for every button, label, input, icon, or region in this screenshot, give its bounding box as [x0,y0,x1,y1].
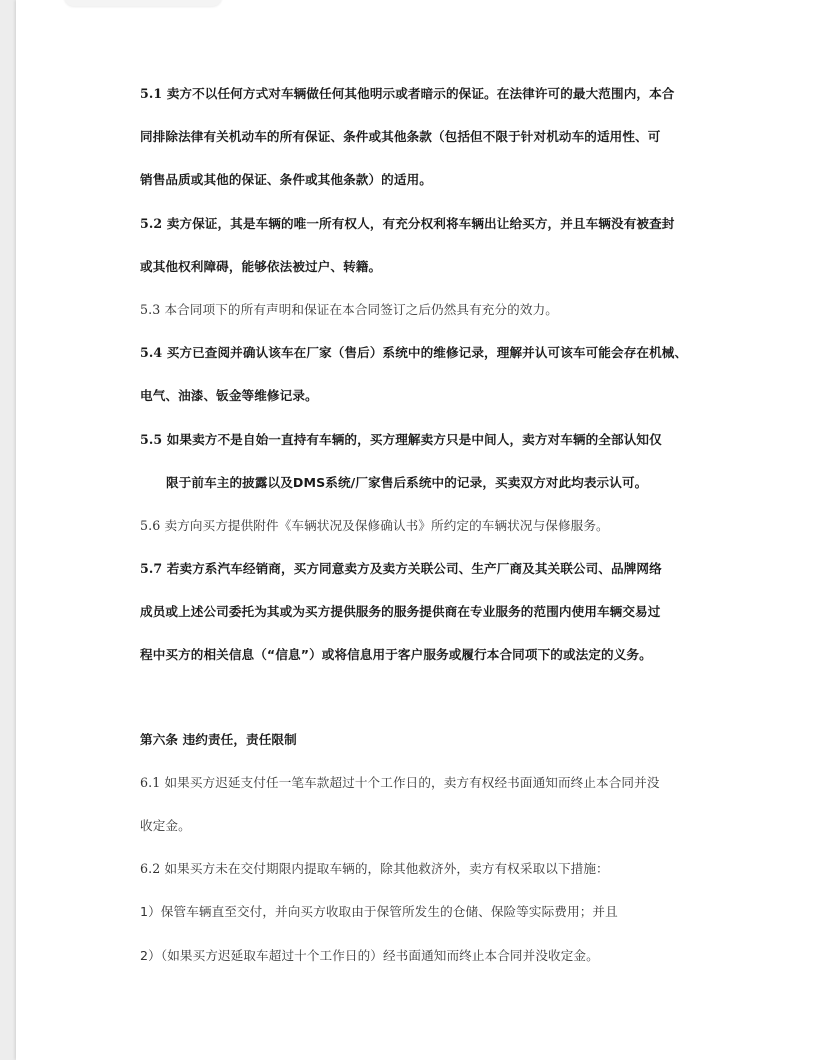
text-line [140,422,740,465]
clause-number: 5.5 [140,431,163,447]
clause-number: 6.2 [140,861,161,877]
page-tab [64,0,222,6]
text-line [140,594,740,637]
clause-text: 电气、油漆、钣金等维修记录。 [140,388,318,404]
clause-text: 同排除法律有关机动车的所有保证、条件或其他条款（包括但不限于针对机动车的适用性、可 [140,129,661,145]
clause-number: 5.7 [140,561,163,577]
text-line [140,465,740,508]
clause-text: 卖方不以任何方式对车辆做任何其他明示或者暗示的保证。在法律许可的最大范围内，本合 [166,86,675,101]
text-line [140,162,740,205]
clause-text: 本合同项下的所有声明和保证在本合同签订之后仍然具有充分的效力。 [164,301,558,317]
clause-number: 5.1 [140,86,163,101]
clause-number: 5.3 [140,301,161,317]
text-line [140,206,740,249]
document-content [140,76,740,981]
text-line [140,765,740,808]
clause-text: 限于前车主的披露以及DMS系统/厂家售后系统中的记录，买卖双方对此均表示认可。 [166,474,648,490]
clause-text: 第六条 违约责任，责任限制 [140,731,297,747]
clause-text: 1）保管车辆直至交付，并向买方收取由于保管所发生的仓储、保险等实际费用；并且 [140,904,618,920]
clause-text: 2）（如果买方迟延取车超过十个工作日的）经书面通知而终止本合同并没收定金。 [140,947,599,963]
text-line [140,292,740,335]
clause-number: 6.1 [140,774,161,790]
clause-text: 如果买方未在交付期限内提取车辆的，除其他救济外，卖方有权采取以下措施： [164,861,609,877]
text-line [140,851,740,894]
clause-text: 成员或上述公司委托为其或为买方提供服务的服务提供商在专业服务的范围内使用车辆交易过 [140,604,661,620]
clause-text: 销售品质或其他的保证、条件或其他条款）的适用。 [140,172,432,188]
clause-number: 5.6 [140,517,161,533]
clause-text: 或其他权利障碍，能够依法被过户、转籍。 [140,258,382,274]
clause-text: 程中买方的相关信息（“信息”）或将信息用于客户服务或履行本合同项下的或法定的义务。 [140,647,652,663]
text-line [140,76,740,119]
clause-number: 5.4 [140,345,163,361]
text-line [140,508,740,551]
text-line [140,808,740,851]
text-line [140,378,740,421]
spacer [140,681,740,722]
clause-text: 买方已查阅并确认该车在厂家（售后）系统中的维修记录，理解并认可该车可能会存在机械、 [166,345,688,361]
clause-number: 5.2 [140,215,163,231]
clause-text: 收定金。 [140,818,191,833]
clause-text: 若卖方系汽车经销商，买方同意卖方及卖方关联公司、生产厂商及其关联公司、品牌网络 [166,561,662,577]
text-line [140,938,740,981]
text-line [140,551,740,594]
text-line [140,249,740,292]
text-line [140,119,740,162]
clause-text: 如果卖方不是自始一直持有车辆的，买方理解卖方只是中间人，卖方对车辆的全部认知仅 [166,431,662,447]
clause-text: 卖方向买方提供附件《车辆状况及保修确认书》所约定的车辆状况与保修服务。 [164,517,609,533]
text-line [140,335,740,378]
document-page [16,0,828,1060]
text-line [140,894,740,937]
text-line [140,637,740,680]
clause-text: 如果买方迟延支付任一笔车款超过十个工作日的，卖方有权经书面通知而终止本合同并没 [164,774,660,790]
clause-text: 卖方保证，其是车辆的唯一所有权人，有充分权利将车辆出让给买方，并且车辆没有被查封 [166,215,675,231]
text-line [140,722,740,765]
